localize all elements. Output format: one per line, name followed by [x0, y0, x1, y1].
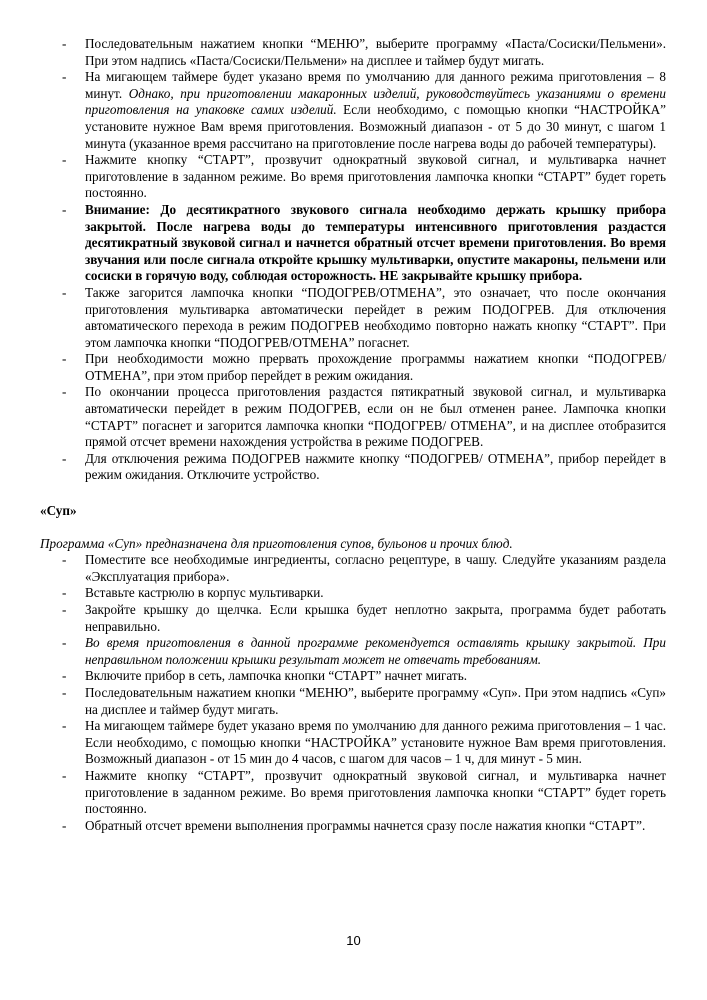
list-item-text: Поместите все необходимые ингредиенты, согласно рецептуре, в чашу. Следуйте указаниям раздела «Эксплуатация прибора».	[85, 552, 666, 584]
list-item	[40, 384, 666, 450]
list-item	[40, 668, 666, 685]
list-item-text: Внимание: До десятикратного звукового сигнала необходимо держать крышку прибора закрытой. После нагрева воды до температуры интенсивного приготовления раздастся десятикратный звуковой сигнал и начнется обратный отсчет времени приготовления. Во время звучания или после сигнала откройте крышку мультиварки, опустите макароны, пельмени или сосиски в горячую воду, соблюдая осторожность. НЕ закрывайте крышку прибора.	[85, 201, 666, 284]
page-number: 10	[346, 933, 361, 948]
list-item	[40, 768, 666, 818]
list-item-text: Вставьте кастрюлю в корпус мультиварки.	[85, 585, 324, 601]
list-item	[40, 685, 666, 718]
list-item	[40, 552, 666, 585]
list-item	[40, 69, 666, 152]
soup-section-title: «Суп»	[40, 503, 77, 519]
list-item	[40, 202, 666, 285]
document-page	[40, 36, 666, 834]
list-item	[40, 818, 666, 835]
list-item	[40, 36, 666, 69]
list-item	[40, 285, 666, 351]
list-item-text: На мигающем таймере будет указано время по умолчанию для данного режима приготовления – 1 час. Если необходимо, с помощью кнопки “НАСТРОЙКА” установите нужное Вам время приготовления. Возможный диапазон - от 15 мин до 4 часов, с шагом для часов – 1 ч, для минут - 5 мин.	[85, 718, 666, 767]
list-item	[40, 451, 666, 484]
list-item-text: При необходимости можно прервать прохождение программы нажатием кнопки “ПОДОГРЕВ/ ОТМЕНА”, при этом прибор перейдет в режим ожидания.	[85, 351, 666, 383]
list-item	[40, 718, 666, 768]
list-item-text: Во время приготовления в данной программе рекомендуется оставлять крышку закрытой. При неправильном положении крышки результат может не отвечать требованиям.	[85, 635, 666, 667]
list-item	[40, 635, 666, 668]
list-item-text: Для отключения режима ПОДОГРЕВ нажмите кнопку “ПОДОГРЕВ/ ОТМЕНА”, прибор перейдет в режим ожидания. Отключите устройство.	[85, 450, 666, 483]
list-item-text: Если необходимо, с помощью кнопки “НАСТРОЙКА” установите нужное Вам время приготовления. Возможный диапазон - от 5 до 30 минут, с шагом 1 минута (указанное время рассчитано на приготовление после нагрева воды до рабочей температуры).	[85, 102, 666, 151]
list-item-text: Закройте крышку до щелчка. Если крышка будет неплотно закрыта, программа будет работать неправильно.	[85, 602, 666, 634]
list-item-text: Последовательным нажатием кнопки “МЕНЮ”, выберите программу «Суп». При этом надпись «Суп» на дисплее и таймер будут мигать.	[85, 684, 666, 717]
list-item-text: Нажмите кнопку “СТАРТ”, прозвучит однократный звуковой сигнал, и мультиварка начнет приготовление в заданном режиме. Во время приготовления лампочка кнопки “СТАРТ” будет гореть постоянно.	[85, 767, 666, 817]
soup-intro: Программа «Суп» предназначена для приготовления супов, бульонов и прочих блюд.	[40, 535, 513, 551]
list-item-text: Последовательным нажатием кнопки “МЕНЮ”, выберите программу «Паста/Сосиски/Пельмени». При этом надпись «Паста/Сосиски/Пельмени» на дисплее и таймер будут мигать.	[85, 36, 666, 68]
list-item-text: Нажмите кнопку “СТАРТ”, прозвучит однократный звуковой сигнал, и мультиварка начнет приготовление в заданном режиме. Во время приготовления лампочка кнопки “СТАРТ” будет гореть постоянно.	[85, 152, 666, 201]
list-item-text: Однако, при приготовлении макаронных изделий, руководствуйтесь указаниями о времени приготовления на упаковке самих изделий.	[85, 85, 666, 118]
list-item	[40, 351, 666, 384]
soup-program-steps	[40, 552, 666, 834]
list-item	[40, 602, 666, 635]
list-item-text: По окончании процесса приготовления раздастся пятикратный звуковой сигнал, и мультиварка автоматически перейдет в режим ПОДОГРЕВ, если он не был отменен ранее. Лампочка кнопки “СТАРТ” погаснет и загорится лампочка кнопки “ПОДОГРЕВ/ ОТМЕНА”, и на дисплее отобразится прямой отсчет времени нахождения устройства в режиме ПОДОГРЕВ.	[85, 384, 666, 450]
list-item-text: На мигающем таймере будет указано время по умолчанию для данного режима приготовления – 8 минут.	[85, 69, 666, 101]
list-item-text: Обратный отсчет времени выполнения программы начнется сразу после нажатия кнопки “СТАРТ”.	[85, 817, 646, 833]
list-item	[40, 152, 666, 202]
list-item-text: Также загорится лампочка кнопки “ПОДОГРЕВ/ОТМЕНА”, это означает, что после окончания приготовления мультиварка автоматически перейдет в режим ПОДОГРЕВ. Для отключения автоматического перехода в режим ПОДОГРЕВ необходимо повторно нажать кнопку “СТАРТ”. При этом лампочка кнопки “ПОДОГРЕВ/ОТМЕНА” погаснет.	[85, 284, 666, 350]
list-item-text: Включите прибор в сеть, лампочка кнопки “СТАРТ” начнет мигать.	[85, 668, 468, 684]
pasta-program-steps	[40, 36, 666, 484]
list-item	[40, 585, 666, 602]
